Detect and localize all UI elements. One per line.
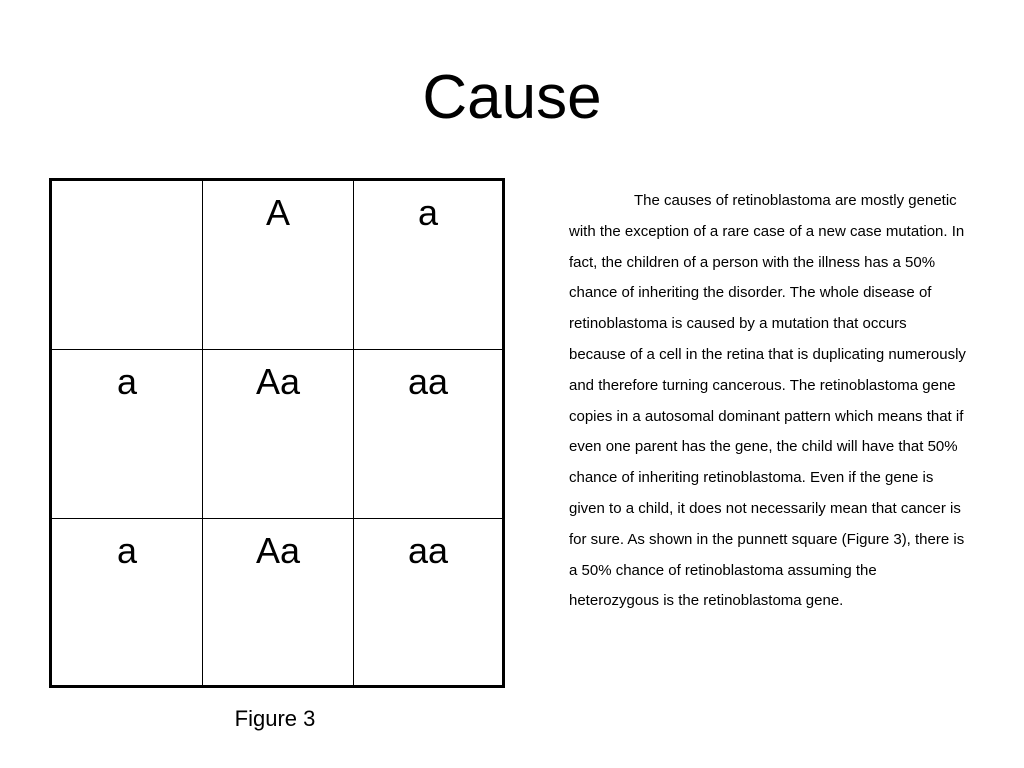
punnett-row-allele: a	[52, 350, 203, 519]
punnett-genotype-cell: Aa	[203, 350, 354, 519]
figure-caption: Figure 3	[234, 706, 316, 731]
slide-title: Cause	[422, 63, 602, 132]
body-paragraph: The causes of retinoblastoma are mostly genetic with the exception of a rare case of a new case mutation. In fact, the children of a person with the illness has a 50% chance of inheriting the disorder. The whole disease of retinoblastoma is caused by a mutation that occurs because of a cell in the retina that is duplicating numerously and therefore turning cancerous. The retinoblastoma gene copies in a autosomal dominant pattern which means that if even one parent has the gene, the child will have that 50% chance of inheriting retinoblastoma. Even if the gene is given to a child, it does not necessarily mean that cancer is for sure. As shown in the punnett square (Figure 3), there is a 50% chance of retinoblastoma assuming the heterozygous is the retinoblastoma gene.	[569, 192, 966, 610]
punnett-header-allele: a	[354, 181, 502, 350]
punnett-cell-corner	[52, 181, 203, 350]
punnett-square-table	[49, 178, 505, 688]
punnett-row-allele: a	[52, 519, 203, 685]
punnett-genotype-cell: Aa	[203, 519, 354, 685]
punnett-header-allele: A	[203, 181, 354, 350]
punnett-genotype-cell: aa	[354, 350, 502, 519]
punnett-genotype-cell: aa	[407, 530, 449, 571]
